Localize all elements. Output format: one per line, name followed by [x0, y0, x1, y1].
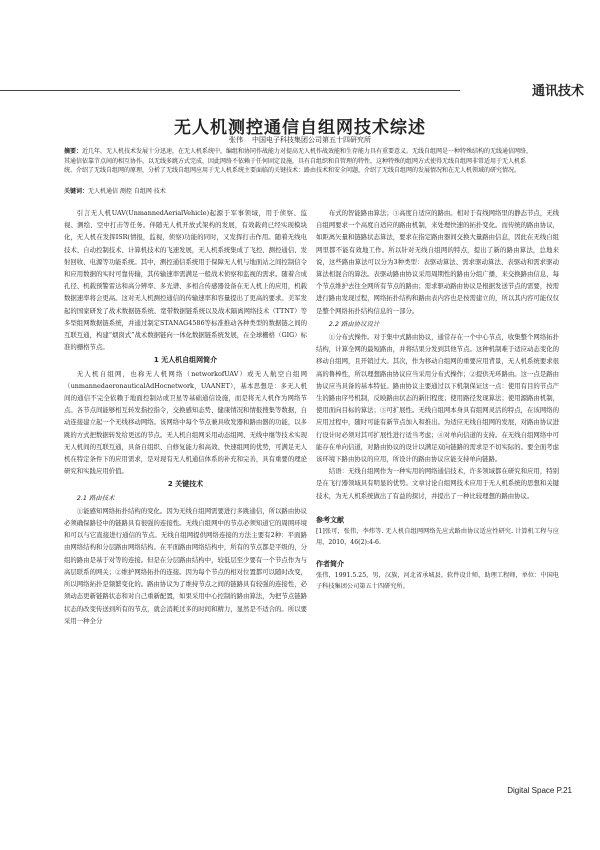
subsection-heading-2-1: 2.1 路由技术: [76, 493, 115, 502]
section-title: 通讯技术: [531, 84, 584, 99]
paper-title: 无人机测控通信自组网技术综述: [174, 118, 426, 138]
references-heading: 参考文献: [316, 515, 344, 524]
author-name: 张伟: [229, 136, 244, 144]
protocol-paragraph: ①分布式操作。对于集中式路由协议，通常存在一个中心节点，收集整个网络拓扑结构，计算全网的最短路由，并将结果分发到其他节点。这种机制难于适应动态变化的移动自组网，且开销过大。其次，作为移动自组网的重要应用背景，无人机系统要求很高的鲁棒性，所以理想路由协议应当采用分布式操作；②提供无环路由。这一点是路由协议应当具备的基本特征。路由协议主要通过以下机制保证这一点：使用有目的节点产生的路由序号机制，反映路由状态的新旧程度；使用路径发现算法；使用源路由机制，使用面向目标的算法；③可扩展性。无线自组网本身具有组网灵活的特点，在该网络的应用过程中，随时可能有新节点加入和推出。为适应无线自组网的发展，对路由协议进行设计时必须对其可扩展性进行适当考虑；④对单向信道的支持。在无线自组网络中可能存在单向信道，对路由协议的设计以满足双向链路的需求是不切实际的。要全面考虑该环境下路由协议的应用，所设计的路由协议应能支持单向链路。: [316, 333, 559, 464]
bio-heading: 作者简介: [316, 560, 344, 569]
bio-text: 张伟，1991.5.25，男，汉族，河北省承城县，软件设计师，助理工程师，单位：中国电子科技集团公司第五十四研究所。: [316, 572, 559, 591]
header-rule: [0, 90, 460, 91]
reference-item: [1]张可，张伟，李炜等. 无人机自组网网络先应式路由协议适应性研究. 计算机工程与应用，2010，46(2):4-6.: [316, 528, 559, 547]
keywords-label: 关键词：: [64, 188, 89, 195]
abstract-label: 摘要：: [64, 148, 83, 155]
author-affiliation: 中国电子科技集团公司第五十四研究所: [251, 136, 371, 144]
page-footer: Digital Space P.21: [507, 786, 572, 795]
routing-paragraph-cont: 布式的智能路由算法；③高度自适应的路由。相对于有线网络里的静态节点，无线自组网要求一个高度自适应的路由机制，来处理快速的拓扑变化。而传统的路由协议，如距离矢量和链路状态算法，要求在指定路由器间交换大量路由信息，因此在无线自组网里都不能有效地工作。所以针对无线自组网的特点，提出了新的路由算法，总地来说，这些路由算法可以分为3种类型：表驱动算法、需求驱动算法、表驱动和需求驱动算法相混合的算法。表驱动路由协议采用周期性的路由分组广播，来交换路由信息，每个节点维护去往全网所有节点的路由；需求驱动路由协议是根据发送节点的需要，按需进行路由发现过程，网络拓扑结构和路由表内容也是按需建立的，所以其内容可能仅仅是整个网络拓扑结构信息的一部分。: [316, 209, 559, 315]
section1-paragraph: 无人机自组网，也称无人机网络（networkofUAV）或无人航空自组网（unmannedaeronauticalAdHocnetwork，UAANET），基本思想是：多无人机间的通信不完全依赖于地面控制站或卫星等基础通信设施，而是将无人机作为网络节点。各节点间能够相互转发指控指令，交换感知态势、健康情况和情报搜集等数据，自动连接建立起一个无线移动网络。该网络中每个节点兼具收发器和路由器的功能，以多跳的方式把数据转发给更远的节点。无人机自组网采用动态组网、无线中继等技术实现无人机间的互联互通，具备自组织、自修复能力和高效、快速组网的优势，可满足无人机在特定条件下的应用需求，是对现有无人机通信体系的补充和完善，具有重要的理论研究和实践应用价值。: [64, 369, 307, 476]
abstract: [64, 147, 534, 176]
author-line: [0, 135, 600, 145]
keywords-text: 无人机通信 测控 自组网 技术: [88, 188, 166, 195]
conclusion-paragraph: 结语：无线自组网作为一种实用的网络通信技术，许多领域都在研究和应用，特别是在飞行器领域具有明显的优势。文章讨论自组网技术应用于无人机系统的思想和关键技术，为无人机系统做出了有益的探讨，并提出了一种比较理想的路由协议。: [316, 467, 559, 500]
routing-paragraph: ①能感知网络拓扑结构的变化。因为无线自组网需要进行多跳通信，所以路由协议必须确保路径中的链路具有很强的连接性。无线自组网中的节点必须知道它的周围环境和可以与它直接进行通信的节点。无线自组网提供网络连接的方法主要有2种：平面路由网络结构和分层路由网络结构。在平面路由网络结构中，所有的节点都是平级的，分组的路由是基于对等的连接。但是在分层路由结构中，较低层至少要有一个节点作为与高层联系的网关；②维护网络拓扑的连接。因为每个节点的相对位置都可以随时改变，所以网络拓扑是频繁变化的。路由协议为了维持节点之间的链路具有较强的连接性，必须动态更新链路状态和对自己重新配置，如果采用中心控制的路由算法，为把节点链路状态的改变传送到所有的节点，就会消耗过多的时间和精力，显然是不适合的。所以要采用一种全分: [64, 506, 307, 625]
abstract-text: 近几年，无人机技术发展十分迅速，在无人机系统中，编组和协同作战能力对提高无人机作战效能和生存能力具有重要意义。无线自组网是一种特殊结构的无线通信网络，其通信依靠节点间的相互协作，以无线多跳方式完成，因此网络不依赖于任何固定设施，具有自组织和自管理的特性，这种特殊的组网方式使得无线自组网非常适用于无人机系统。介绍了无线自组网的原理，分析了无线自组网应用于无人机系统主要面临的关键技术：路由技术和安全问题，介绍了无线自组网的发展情况和在无人机领域的研究情况。: [64, 148, 533, 174]
section-heading-2: 2 关键技术: [167, 480, 204, 489]
section-heading-1: 1 无人机自组网简介: [153, 356, 218, 365]
keywords: [64, 187, 534, 196]
right-column: [316, 207, 559, 592]
intro-paragraph: 引言无人机UAV(UnmannedAerialVehicle)起源于军事领域，用于侦察、监视、测绘、空中打击等任务。伴随无人机开放式架构的发展，有效载荷已经实现模块化，无人机在发挥ISR(情报，监视，侦察)功能的同时，又发挥打击作用。随着无线电技术、自动控制技术、计算机技术的飞速发展，无人机系统集成了飞控、测控通信、发射回收、电源等功能系统。其中，测控通信系统用于保障无人机与地面站之间控制信令和应用数据的实时可靠传输，其传输速率需满足一般战术侦察和监视的需求。随着合成孔径、机载预警雷达和高分辨率、多光谱、多相合传感器设备在无人机上的应用，机载数据速率将会更高。这对无人机测控通信的传输速率和容量提出了更高的要求。美军发起的国家研发了战术数据链系统、宽带数据链系统以及战术隔离网络技术（TTNT）等多型组网数据链系统，并通过制定STANAG4586等标准推动各种类型的数据链之间的互联互通，构建“烟囱式”战术数据链向一体化数据链系统发展，在全球栅格（GIG）标准的栅格节点。: [64, 209, 307, 352]
subsection-heading-2-2: 2.2 路由协议设计: [328, 319, 380, 328]
left-column: [64, 207, 307, 627]
